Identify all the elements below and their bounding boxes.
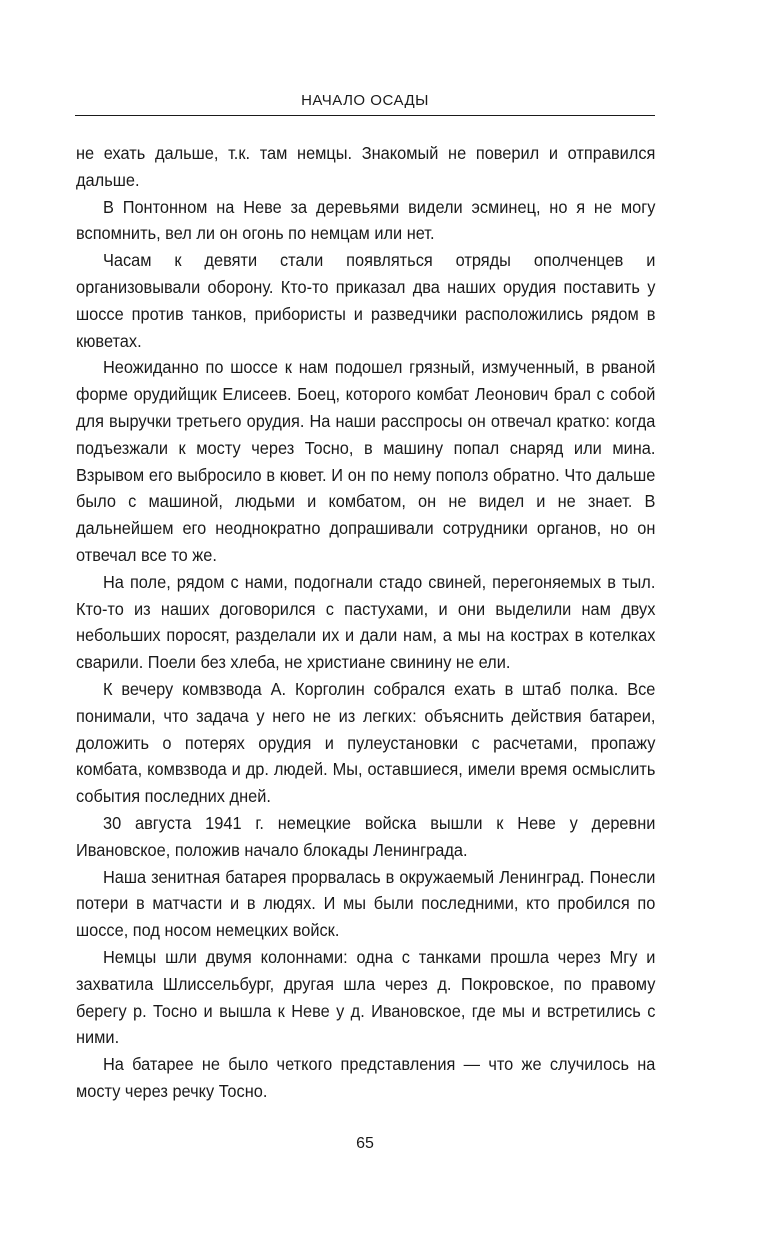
running-title: НАЧАЛО ОСАДЫ [301, 92, 429, 109]
paragraph-7: 30 августа 1941 г. немецкие войска вышли к Неве у деревни Ивановское, положив начало блокады Ленинграда. [76, 812, 656, 860]
page-number: 65 [356, 1135, 374, 1152]
paragraph-5: На поле, рядом с нами, подогнали стадо свиней, перегоняемых в тыл. Кто-то из наших договорился с пастухами, и они выделили нам двух небольших поросят, разделали их и дали нам, а мы на кострах в котелках сварили. Поели без хлеба, не христиане свинину не ели. [76, 571, 656, 673]
paragraph-8: Наша зенитная батарея прорвалась в окружаемый Ленинград. Понесли потери в матчасти и в людях. И мы были последними, кто пробился по шоссе, под носом немецких войск. [76, 866, 656, 941]
paragraph-4: Неожиданно по шоссе к нам подошел грязный, измученный, в рваной форме орудийщик Елисеев. Боец, которого комбат Леонович брал с собой для выручки третьего орудия. На наши расспросы он отвечал кратко: когда подъезжали к мосту через Тосно, в машину попал снаряд или мина. Взрывом его выбросило в кювет. И он по нему пополз обратно. Что дальше было с машиной, людьми и комбатом, он не видел и не знает. В дальнейшем его неоднократно допрашивали сотрудники органов, но он отвечал все то же. [76, 357, 656, 565]
paragraph-6: К вечеру комвзвода А. Корголин собрался ехать в штаб полка. Все понимали, что задача у него не из легких: объяснить действия батареи, доложить о потерях орудия и пулеустановки с расчетами, пропажу комбата, комвзвода и др. людей. Мы, оставшиеся, имели время осмыслить события последних дней. [76, 678, 656, 807]
header-rule [75, 115, 655, 116]
paragraph-1: не ехать дальше, т.к. там немцы. Знакомый не поверил и отправился дальше. [76, 143, 656, 190]
paragraph-2: В Понтонном на Неве за деревьями видели эсминец, но я не могу вспомнить, вел ли он огонь по немцам или нет. [76, 196, 656, 244]
body-text [76, 140, 656, 1105]
paragraph-9: Немцы шли двумя колоннами: одна с танками прошла через Мгу и захватила Шлиссельбург, другая шла через д. Покровское, по правому берегу р. Тосно и вышла к Неве у д. Ивановское, где мы и встретились с ними. [76, 946, 656, 1048]
paragraph-10: На батарее не было четкого представления — что же случилось на мосту через речку Тосно. [76, 1054, 656, 1101]
paragraph-3: Часам к девяти стали появляться отряды ополченцев и организовывали оборону. Кто-то приказал два наших орудия поставить у шоссе против танков, прибористы и разведчики расположились рядом в кюветах. [76, 250, 656, 351]
